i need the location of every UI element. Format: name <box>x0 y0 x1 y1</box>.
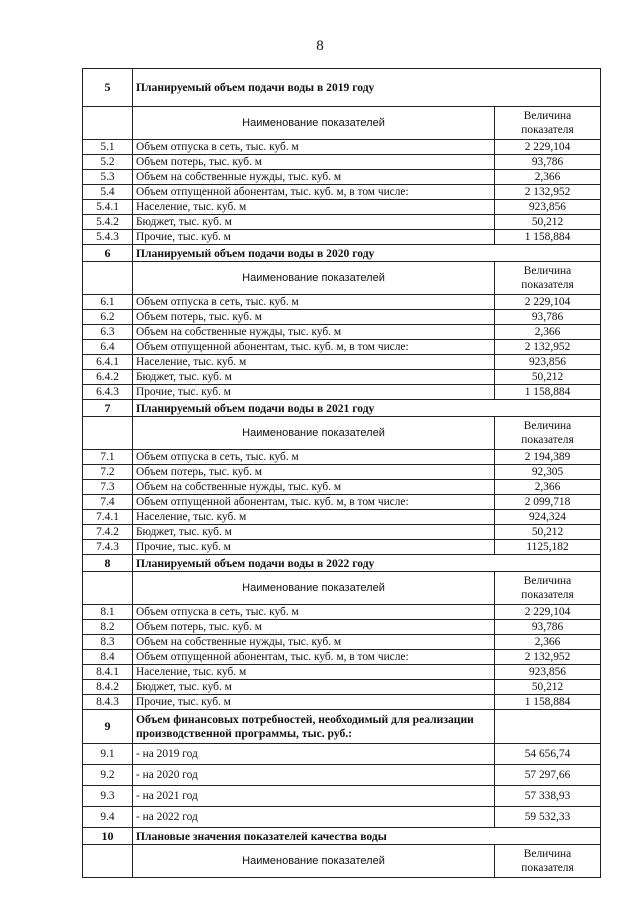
table-row <box>83 340 601 355</box>
column-header-row <box>83 417 601 450</box>
section-title: Планируемый объем подачи воды в 2022 году <box>133 555 601 572</box>
table-row <box>83 540 601 555</box>
row-number: 8.3 <box>83 635 133 650</box>
row-value: 57 338,93 <box>495 786 601 807</box>
row-name: Объем потерь, тыс. куб. м <box>133 620 495 635</box>
row-value: 2 132,952 <box>495 340 601 355</box>
row-number: 5.4.2 <box>83 215 133 230</box>
row-number: 8.1 <box>83 605 133 620</box>
row-number: 8.4.3 <box>83 695 133 710</box>
table-row <box>83 385 601 400</box>
row-value: 924,324 <box>495 510 601 525</box>
header-name-cell: Наименование показателей <box>133 107 495 140</box>
row-name: Объем отпуска в сеть, тыс. куб. м <box>133 140 495 155</box>
row-value: 2 229,104 <box>495 605 601 620</box>
row-value: 93,786 <box>495 620 601 635</box>
row-number: 5.4.3 <box>83 230 133 245</box>
row-number: 5.3 <box>83 170 133 185</box>
row-value: 2 099,718 <box>495 495 601 510</box>
row-name: Бюджет, тыс. куб. м <box>133 370 495 385</box>
row-number: 6.4.3 <box>83 385 133 400</box>
row-value: 2 132,952 <box>495 185 601 200</box>
row-value: 93,786 <box>495 310 601 325</box>
table-row <box>83 230 601 245</box>
row-value: 93,786 <box>495 155 601 170</box>
row-value: 50,212 <box>495 215 601 230</box>
row-value: 59 532,33 <box>495 807 601 828</box>
row-name: Объем на собственные нужды, тыс. куб. м <box>133 480 495 495</box>
table-row <box>83 215 601 230</box>
row-value: 50,212 <box>495 525 601 540</box>
header-value-cell <box>495 572 601 605</box>
section-header-row <box>83 555 601 572</box>
header-num-cell <box>83 107 133 140</box>
section-number: 9 <box>83 710 133 744</box>
empty-value-cell <box>495 710 601 744</box>
row-name: Прочие, тыс. куб. м <box>133 540 495 555</box>
table-row <box>83 200 601 215</box>
row-value: 2 132,952 <box>495 650 601 665</box>
row-number: 9.3 <box>83 786 133 807</box>
row-value: 50,212 <box>495 370 601 385</box>
section-header-row <box>83 400 601 417</box>
row-name: Бюджет, тыс. куб. м <box>133 215 495 230</box>
section-number: 10 <box>83 828 133 845</box>
section-header-row <box>83 828 601 845</box>
header-name-cell: Наименование показателей <box>133 417 495 450</box>
table-row <box>83 370 601 385</box>
row-number: 7.3 <box>83 480 133 495</box>
header-value-line1: Величина <box>523 848 572 860</box>
section-number: 7 <box>83 400 133 417</box>
row-number: 5.1 <box>83 140 133 155</box>
row-name: Объем на собственные нужды, тыс. куб. м <box>133 170 495 185</box>
row-name: Объем отпущенной абонентам, тыс. куб. м, в том числе: <box>133 340 495 355</box>
row-number: 6.3 <box>83 325 133 340</box>
table-row <box>83 155 601 170</box>
row-number: 6.4.1 <box>83 355 133 370</box>
row-number: 6.2 <box>83 310 133 325</box>
row-name: Объем потерь, тыс. куб. м <box>133 155 495 170</box>
header-value-line2: показателя <box>521 434 574 446</box>
table-row <box>83 680 601 695</box>
table-row <box>83 605 601 620</box>
column-header-row <box>83 845 601 878</box>
row-name: Объем отпущенной абонентам, тыс. куб. м, в том числе: <box>133 185 495 200</box>
row-value: 57 297,66 <box>495 765 601 786</box>
row-number: 7.4.2 <box>83 525 133 540</box>
header-num-cell <box>83 262 133 295</box>
table-row <box>83 465 601 480</box>
row-number: 9.1 <box>83 744 133 765</box>
row-number: 7.4.1 <box>83 510 133 525</box>
section-title: Планируемый объем подачи воды в 2019 году <box>133 69 601 107</box>
row-name: Объем отпущенной абонентам, тыс. куб. м, в том числе: <box>133 495 495 510</box>
row-value: 1 158,884 <box>495 695 601 710</box>
header-value-cell <box>495 845 601 878</box>
column-header-row <box>83 262 601 295</box>
row-number: 8.4.2 <box>83 680 133 695</box>
row-name: Объем отпуска в сеть, тыс. куб. м <box>133 605 495 620</box>
table-row <box>83 650 601 665</box>
table-row <box>83 495 601 510</box>
row-number: 6.4 <box>83 340 133 355</box>
finance-row <box>83 807 601 828</box>
row-name: - на 2019 год <box>133 744 495 765</box>
row-name: Прочие, тыс. куб. м <box>133 230 495 245</box>
row-name: Объем отпущенной абонентам, тыс. куб. м, в том числе: <box>133 650 495 665</box>
table-row <box>83 480 601 495</box>
row-number: 6.1 <box>83 295 133 310</box>
table-row <box>83 185 601 200</box>
row-value: 2,366 <box>495 325 601 340</box>
row-number: 8.4.1 <box>83 665 133 680</box>
row-value: 923,856 <box>495 355 601 370</box>
header-value-line1: Величина <box>523 265 572 277</box>
header-value-cell <box>495 107 601 140</box>
section-number: 8 <box>83 555 133 572</box>
row-number: 9.4 <box>83 807 133 828</box>
section-number: 6 <box>83 245 133 262</box>
row-number: 7.2 <box>83 465 133 480</box>
table-row <box>83 325 601 340</box>
row-number: 8.4 <box>83 650 133 665</box>
row-value: 923,856 <box>495 665 601 680</box>
table-row <box>83 355 601 370</box>
section-header-row <box>83 245 601 262</box>
section-number: 5 <box>83 69 133 107</box>
finance-row <box>83 765 601 786</box>
row-number: 7.1 <box>83 450 133 465</box>
row-number: 8.2 <box>83 620 133 635</box>
row-name: Население, тыс. куб. м <box>133 510 495 525</box>
table-row <box>83 635 601 650</box>
indicators-table <box>82 68 601 878</box>
row-name: Объем на собственные нужды, тыс. куб. м <box>133 635 495 650</box>
header-name-cell: Наименование показателей <box>133 262 495 295</box>
row-name: Население, тыс. куб. м <box>133 200 495 215</box>
row-value: 50,212 <box>495 680 601 695</box>
row-name: Объем отпуска в сеть, тыс. куб. м <box>133 295 495 310</box>
section-title: Планируемый объем подачи воды в 2021 году <box>133 400 601 417</box>
row-name: Объем потерь, тыс. куб. м <box>133 310 495 325</box>
row-name: - на 2020 год <box>133 765 495 786</box>
header-value-cell <box>495 262 601 295</box>
row-value: 923,856 <box>495 200 601 215</box>
table-row <box>83 170 601 185</box>
row-number: 5.4.1 <box>83 200 133 215</box>
row-number: 5.2 <box>83 155 133 170</box>
row-name: Бюджет, тыс. куб. м <box>133 525 495 540</box>
column-header-row <box>83 107 601 140</box>
row-name: Население, тыс. куб. м <box>133 665 495 680</box>
table-row <box>83 450 601 465</box>
finance-header-row <box>83 710 601 744</box>
row-number: 7.4.3 <box>83 540 133 555</box>
page-number: 8 <box>316 38 324 54</box>
row-number: 7.4 <box>83 495 133 510</box>
row-name: Прочие, тыс. куб. м <box>133 385 495 400</box>
header-value-line2: показателя <box>521 862 574 874</box>
row-number: 5.4 <box>83 185 133 200</box>
table-row <box>83 510 601 525</box>
table-row <box>83 310 601 325</box>
row-name: Бюджет, тыс. куб. м <box>133 680 495 695</box>
section-title: Плановые значения показателей качества воды <box>133 828 601 845</box>
table-row <box>83 695 601 710</box>
header-value-line1: Величина <box>523 420 572 432</box>
header-value-line1: Величина <box>523 575 572 587</box>
row-value: 2,366 <box>495 480 601 495</box>
section-title: Планируемый объем подачи воды в 2020 году <box>133 245 601 262</box>
header-name-cell: Наименование показателей <box>133 572 495 605</box>
row-value: 2,366 <box>495 635 601 650</box>
finance-row <box>83 786 601 807</box>
finance-row <box>83 744 601 765</box>
header-value-line2: показателя <box>521 124 574 136</box>
header-value-line2: показателя <box>521 589 574 601</box>
table-row <box>83 620 601 635</box>
row-value: 1 158,884 <box>495 230 601 245</box>
row-number: 9.2 <box>83 765 133 786</box>
header-value-line2: показателя <box>521 279 574 291</box>
row-name: Объем на собственные нужды, тыс. куб. м <box>133 325 495 340</box>
row-value: 2 229,104 <box>495 140 601 155</box>
table-row <box>83 525 601 540</box>
row-name: Население, тыс. куб. м <box>133 355 495 370</box>
row-value: 2,366 <box>495 170 601 185</box>
indicators-table-body <box>83 69 601 878</box>
header-num-cell <box>83 572 133 605</box>
section-title: Объем финансовых потребностей, необходимый для реализации производственной программы, тыс. руб.: <box>133 710 495 744</box>
table-row <box>83 295 601 310</box>
section-header-row <box>83 69 601 107</box>
header-num-cell <box>83 417 133 450</box>
row-value: 54 656,74 <box>495 744 601 765</box>
row-value: 1 158,884 <box>495 385 601 400</box>
row-name: Объем отпуска в сеть, тыс. куб. м <box>133 450 495 465</box>
header-num-cell <box>83 845 133 878</box>
header-value-line1: Величина <box>523 110 572 122</box>
column-header-row <box>83 572 601 605</box>
header-name-cell: Наименование показателей <box>133 845 495 878</box>
row-value: 2 229,104 <box>495 295 601 310</box>
row-value: 1125,182 <box>495 540 601 555</box>
row-value: 92,305 <box>495 465 601 480</box>
row-name: Прочие, тыс. куб. м <box>133 695 495 710</box>
row-number: 6.4.2 <box>83 370 133 385</box>
row-value: 2 194,389 <box>495 450 601 465</box>
row-name: - на 2021 год <box>133 786 495 807</box>
table-row <box>83 665 601 680</box>
table-row <box>83 140 601 155</box>
row-name: Объем потерь, тыс. куб. м <box>133 465 495 480</box>
row-name: - на 2022 год <box>133 807 495 828</box>
header-value-cell <box>495 417 601 450</box>
